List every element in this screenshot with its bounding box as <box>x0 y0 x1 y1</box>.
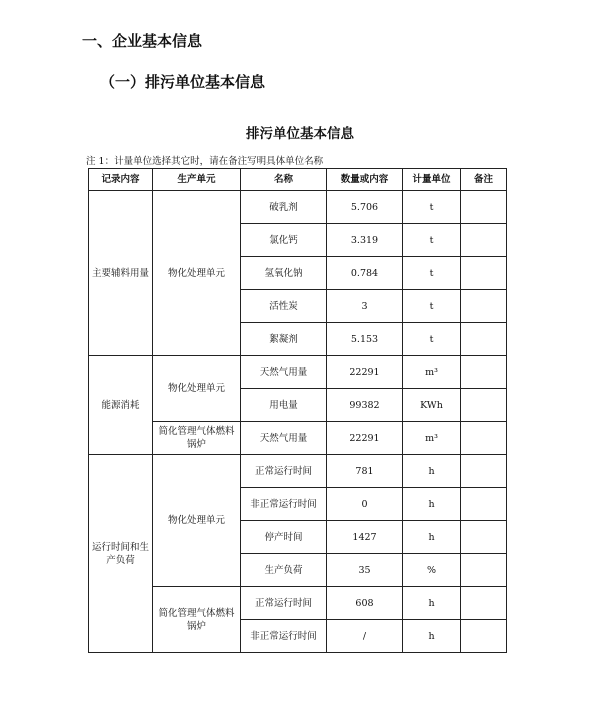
unit-of-measure-cell: t <box>403 290 461 323</box>
name-cell: 氯化钙 <box>241 224 327 257</box>
name-cell: 天然气用量 <box>241 422 327 455</box>
name-cell: 停产时间 <box>241 521 327 554</box>
name-cell: 氢氧化钠 <box>241 257 327 290</box>
group-cell: 主要辅料用量 <box>89 191 153 356</box>
name-cell: 用电量 <box>241 389 327 422</box>
remark-cell <box>461 620 507 653</box>
unit-cell: 物化处理单元 <box>153 356 241 422</box>
remark-cell <box>461 455 507 488</box>
qty-cell: 35 <box>327 554 403 587</box>
col-header: 名称 <box>241 169 327 191</box>
col-header: 计量单位 <box>403 169 461 191</box>
qty-cell: 5.706 <box>327 191 403 224</box>
table-note: 注 1：计量单位选择其它时，请在备注写明具体单位名称 <box>86 156 324 167</box>
unit-cell: 简化管理气体燃料锅炉 <box>153 587 241 653</box>
qty-cell: 22291 <box>327 356 403 389</box>
name-cell: 非正常运行时间 <box>241 488 327 521</box>
remark-cell <box>461 554 507 587</box>
qty-cell: 5.153 <box>327 323 403 356</box>
table-title: 排污单位基本信息 <box>246 126 354 142</box>
remark-cell <box>461 389 507 422</box>
name-cell: 正常运行时间 <box>241 587 327 620</box>
group-cell: 能源消耗 <box>89 356 153 455</box>
remark-cell <box>461 224 507 257</box>
unit-of-measure-cell: m³ <box>403 422 461 455</box>
remark-cell <box>461 587 507 620</box>
qty-cell: 781 <box>327 455 403 488</box>
section-heading: 一、企业基本信息 <box>82 32 203 50</box>
qty-cell: 0.784 <box>327 257 403 290</box>
subsection-heading: （一）排污单位基本信息 <box>100 73 266 91</box>
unit-of-measure-cell: t <box>403 224 461 257</box>
qty-cell: 3.319 <box>327 224 403 257</box>
qty-cell: 608 <box>327 587 403 620</box>
unit-of-measure-cell: t <box>403 257 461 290</box>
qty-cell: 0 <box>327 488 403 521</box>
qty-cell: 3 <box>327 290 403 323</box>
remark-cell <box>461 521 507 554</box>
unit-of-measure-cell: % <box>403 554 461 587</box>
remark-cell <box>461 191 507 224</box>
name-cell: 絮凝剂 <box>241 323 327 356</box>
name-cell: 破乳剂 <box>241 191 327 224</box>
unit-of-measure-cell: h <box>403 521 461 554</box>
unit-cell: 物化处理单元 <box>153 455 241 587</box>
remark-cell <box>461 422 507 455</box>
col-header: 数量或内容 <box>327 169 403 191</box>
remark-cell <box>461 290 507 323</box>
qty-cell: 99382 <box>327 389 403 422</box>
unit-of-measure-cell: h <box>403 455 461 488</box>
col-header: 备注 <box>461 169 507 191</box>
unit-of-measure-cell: h <box>403 620 461 653</box>
name-cell: 天然气用量 <box>241 356 327 389</box>
unit-of-measure-cell: KWh <box>403 389 461 422</box>
name-cell: 非正常运行时间 <box>241 620 327 653</box>
unit-of-measure-cell: t <box>403 323 461 356</box>
table-row <box>89 455 507 488</box>
unit-cell: 物化处理单元 <box>153 191 241 356</box>
unit-of-measure-cell: h <box>403 488 461 521</box>
name-cell: 正常运行时间 <box>241 455 327 488</box>
table-row <box>89 356 507 389</box>
name-cell: 活性炭 <box>241 290 327 323</box>
col-header: 生产单元 <box>153 169 241 191</box>
unit-cell: 简化管理气体燃料锅炉 <box>153 422 241 455</box>
info-table <box>88 168 507 653</box>
table-row <box>89 191 507 224</box>
qty-cell: 22291 <box>327 422 403 455</box>
col-header: 记录内容 <box>89 169 153 191</box>
remark-cell <box>461 323 507 356</box>
unit-of-measure-cell: m³ <box>403 356 461 389</box>
qty-cell: 1427 <box>327 521 403 554</box>
remark-cell <box>461 257 507 290</box>
table-header-row <box>89 169 507 191</box>
remark-cell <box>461 356 507 389</box>
group-cell: 运行时间和生产负荷 <box>89 455 153 653</box>
name-cell: 生产负荷 <box>241 554 327 587</box>
unit-of-measure-cell: t <box>403 191 461 224</box>
qty-cell: / <box>327 620 403 653</box>
unit-of-measure-cell: h <box>403 587 461 620</box>
remark-cell <box>461 488 507 521</box>
